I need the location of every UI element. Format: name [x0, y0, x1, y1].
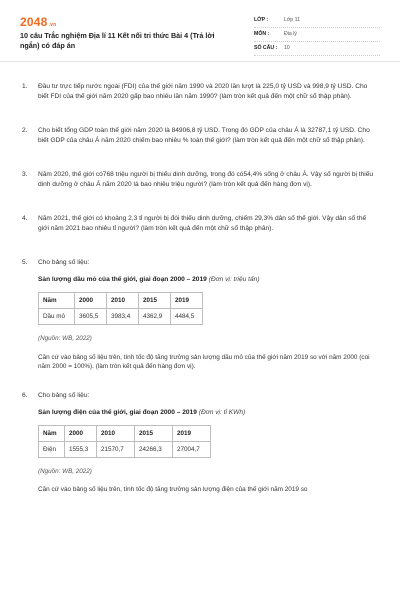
table-cell: 3983,4 [107, 309, 139, 325]
table-header-row [39, 293, 203, 309]
table-cell: 4484,5 [171, 309, 203, 325]
question-list [0, 62, 400, 495]
question-number: 6. [22, 392, 28, 400]
page-header [0, 0, 400, 62]
site-logo[interactable]: 2048.vn [20, 15, 57, 29]
table-cell: 27004,7 [173, 442, 211, 458]
table-cell: Dầu mỏ [39, 309, 75, 325]
question-1 [0, 82, 400, 101]
meta-value: 10 [284, 44, 290, 51]
table-header-cell: 2019 [171, 293, 203, 309]
table-title: Sản lượng điện của thế giới, giai đoạn 2000 – 2019 (Đơn vị: tỉ KWh) [38, 408, 246, 416]
question-6 [0, 391, 400, 495]
data-table [38, 292, 203, 325]
table-unit: (Đơn vị: triệu tấn) [208, 275, 260, 283]
question-3 [0, 170, 400, 189]
question-text: Cho bảng số liệu: [38, 392, 90, 400]
table-cell: 4362,9 [139, 309, 171, 325]
meta-row-count [254, 42, 380, 56]
table-unit: (Đơn vị: tỉ KWh) [198, 408, 246, 416]
table-header-cell: 2000 [75, 293, 107, 309]
meta-row-subject [254, 28, 380, 42]
table-source: (Nguồn: WB, 2022) [38, 468, 92, 476]
question-5 [0, 258, 400, 371]
question-number: 1. [22, 83, 28, 90]
meta-value: Lớp 11 [284, 16, 300, 23]
table-header-cell: 2019 [173, 426, 211, 442]
table-header-cell: 2015 [135, 426, 173, 442]
question-number: 2. [22, 127, 28, 135]
question-2 [0, 126, 400, 145]
meta-value: Địa lý [284, 30, 297, 37]
table-header-row [39, 426, 211, 442]
question-number: 4. [22, 215, 28, 223]
table-header-cell: 2010 [107, 293, 139, 309]
table-title: Sản lượng dầu mỏ của thế giới, giai đoạn 2000 – 2019 (Đơn vị: triệu tấn) [38, 275, 260, 283]
data-table [38, 425, 211, 458]
table-row [39, 309, 203, 325]
question-text: Cho bảng số liệu: [38, 259, 90, 267]
question-text: Năm 2021, thế giới có khoảng 2,3 tỉ người bị đói thiếu dinh dưỡng, chiếm 29,3% dân số thế giới. Vậy dân số thế giới năm 2021 bao nhiêu tỉ người? (làm tròn kết quả đến một chữ số thập phân). [38, 215, 367, 232]
meta-label: MÔN : [254, 30, 270, 37]
table-cell: 21570,7 [97, 442, 135, 458]
meta-label: SỐ CÂU : [254, 44, 278, 51]
document-title: 10 câu Trắc nghiệm Địa lí 11 Kết nối tri thức Bài 4 (Trả lời ngắn) có đáp án [20, 31, 215, 50]
question-4 [0, 214, 400, 233]
table-header-cell: 2015 [139, 293, 171, 309]
table-header-cell: 2000 [65, 426, 97, 442]
table-header-cell: 2010 [97, 426, 135, 442]
table-cell: 1555,3 [65, 442, 97, 458]
meta-label: LỚP : [254, 16, 269, 23]
question-number: 5. [22, 259, 28, 267]
question-text: Cho biết tổng GDP toàn thế giới năm 2020 là 84906,8 tỷ USD. Trong đó GDP của châu Á là 32787,1 tỷ USD. Cho biết GDP của châu Á năm 2020 chiếm bao nhiêu % toàn thế giới? (làm tròn kết quả đến một chữ số thập phân). [38, 127, 370, 144]
table-source: (Nguồn: WB, 2022) [38, 335, 92, 343]
table-header-cell: Năm [39, 293, 75, 309]
table-cell: 3605,5 [75, 309, 107, 325]
question-text: Năm 2020, thế giới có768 triệu người bị thiếu dinh dưỡng, trong đó có54,4% sống ở châu Á. Vậy số người bị thiếu dinh dưỡng ở châu Á năm 2020 là bao nhiêu triệu người? (làm tròn kết quả đến hàng đơn vị). [38, 171, 374, 188]
table-cell: 24266,3 [135, 442, 173, 458]
question-text: Đầu tư trực tiếp nước ngoài (FDI) của thế giới năm 1990 và 2020 lần lượt là 225,0 tỷ USD và 998,9 tỷ USD. Cho biết FDI của thế giới năm 2020 gấp bao nhiêu lần năm 1990? (làm tròn kết quả đến một chữ số thập phân). [38, 83, 368, 100]
question-number: 3. [22, 171, 28, 179]
meta-row-class [254, 14, 380, 28]
question-followup-text: Căn cứ vào bảng số liệu trên, tính tốc độ tăng trưởng sản lượng điện của thế giới năm 2019 so [38, 486, 308, 494]
table-cell: Điện [39, 442, 65, 458]
table-row [39, 442, 211, 458]
meta-info [254, 14, 380, 56]
table-header-cell: Năm [39, 426, 65, 442]
question-followup-text: Căn cứ vào bảng số liệu trên, tính tốc độ tăng trưởng sản lượng dầu mỏ của thế giới năm 2019 so với năm 2000 (coi năm 2000 = 100%). (làm tròn kết quả đến hàng đơn vị). [38, 353, 370, 370]
